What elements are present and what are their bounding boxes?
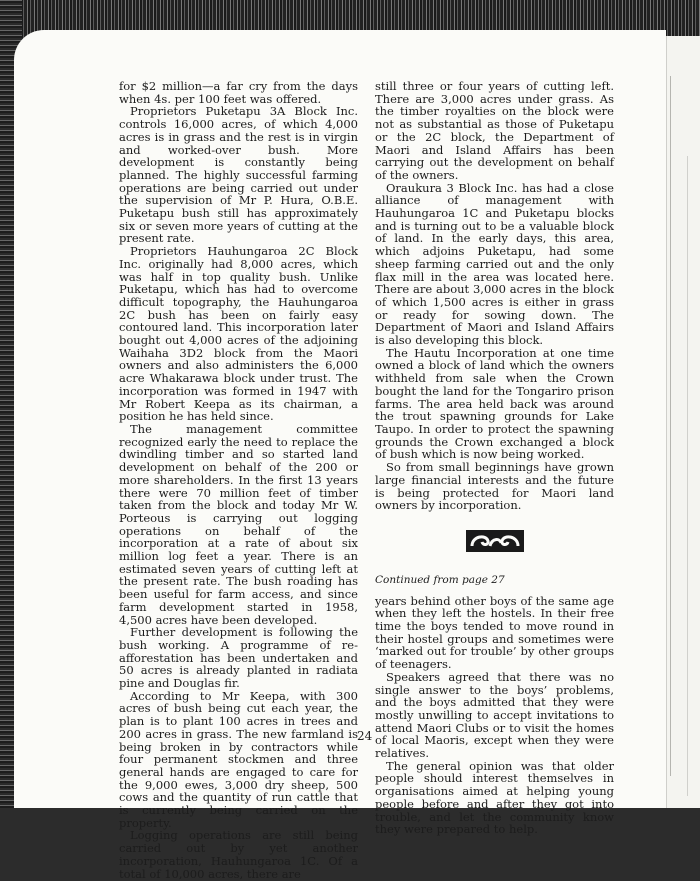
- paragraph: So from small beginnings have grown large financial interests and the future is being protected for Maori land owners by incorporation.: [375, 460, 614, 513]
- paragraph: Proprietors Puketapu 3A Block Inc. controls 16,000 acres, of which 4,000 acres is in grass and the rest is in virgin and worked-over bush. More development is constantly being planned. The highly successful farming operations are being carried out under the supervision of Mr P. Hura, O.B.E. Puketapu bush still has approximately six or seven more years of cutting at the present rate.: [119, 104, 358, 246]
- paragraph: years behind other boys of the same age when they left the hostels. In their free time the boys tended to move round in their hostel groups and sometimes were ‘marked out for trouble’ by other groups of teenagers.: [375, 593, 614, 672]
- paragraph: Speakers agreed that there was no single answer to the boys’ problems, and the boys admitted that they were mostly unwilling to accept invitations to attend Maori Clubs or to visit the homes of local Maoris, except when they were relatives.: [375, 669, 614, 761]
- facing-page-edge: [666, 36, 700, 808]
- paragraph: Logging operations are still being carried out by yet another incorporation, Hauhungaroa 1C. Of a total of 10,000 acres, there are: [119, 828, 358, 881]
- page-number: 24: [357, 729, 373, 743]
- paragraph: Proprietors Hauhungaroa 2C Block Inc. originally had 8,000 acres, which was half in top quality bush. Unlike Puketapu, which has had to overcome difficult topography, the Hauhungaroa 2C bush has been on fairly easy contoured land. This incorporation later bought out 4,000 acres of the adjoining Waihaha 3D2 block from the Maori owners and also administers the 6,000 acre Whakarawa block under trust. The incorporation was formed in 1947 with Mr Robert Keepa as its chairman, a position he has held since.: [119, 244, 358, 424]
- koru-divider-icon: [466, 530, 524, 552]
- paragraph: According to Mr Keepa, with 300 acres of bush being cut each year, the plan is to plant 100 acres in trees and 200 acres in grass. The new farmland is being broken in by contractors while four permanent stockmen and three general hands are engaged to care for the 9,000 ewes, 3,000 dry sheep, 500 cows and the quantity of run cattle that is currently being carried on the property.: [119, 688, 358, 830]
- left-column: [119, 80, 358, 880]
- paragraph: The general opinion was that older people should interest themselves in organisations aimed at helping young people before and after they got into trouble, and let the community know they were prepared to help.: [375, 758, 614, 837]
- paragraph: Further development is following the bush working. A programme of re-afforestation has been undertaken and 50 acres is already planted in radiata pine and Douglas fir.: [119, 625, 358, 691]
- paragraph: The Hautu Incorporation at one time owned a block of land which the owners withheld from sale when the Crown bought the land for the Tongariro prison farms. The area held back was around the trout spawning grounds for Lake Taupo. In order to protect the spawning grounds the Crown exchanged a block of bush which is now being worked.: [375, 345, 614, 462]
- paragraph: for $2 million—a far cry from the days when 4s. per 100 feet was offered.: [119, 79, 358, 106]
- right-column: [375, 80, 614, 836]
- paragraph: Oraukura 3 Block Inc. has had a close alliance of management with Hauhungaroa 1C and Puketapu blocks and is turning out to be a valuable block of land. In the early days, this area, which adjoins Puketapu, had some sheep farming carried out and the only flax mill in the area was located here. There are about 3,000 acres in the block of which 1,500 acres is either in grass or ready for sowing down. The Department of Maori and Island Affairs is also developing this block.: [375, 180, 614, 348]
- paragraph: still three or four years of cutting left. There are 3,000 acres under grass. As the timber royalties on the block were not as substantial as those of Puketapu or the 2C block, the Department of Maori and Island Affairs has been carrying out the development on behalf of the owners.: [375, 79, 614, 182]
- continued-label: Continued from page 27: [375, 573, 505, 586]
- paragraph: The management committee recognized early the need to replace the dwindling timber and so started land development on behalf of the 200 or more shareholders. In the first 13 years there were 70 million feet of timber taken from the block and today Mr W. Porteous is carrying out logging operations on behalf of the incorporation at a rate of about six million log feet a year. There is an estimated seven years of cutting left at the present rate. The bush roading has been useful for farm access, and since farm development started in 1958, 4,500 acres have been developed.: [119, 421, 358, 627]
